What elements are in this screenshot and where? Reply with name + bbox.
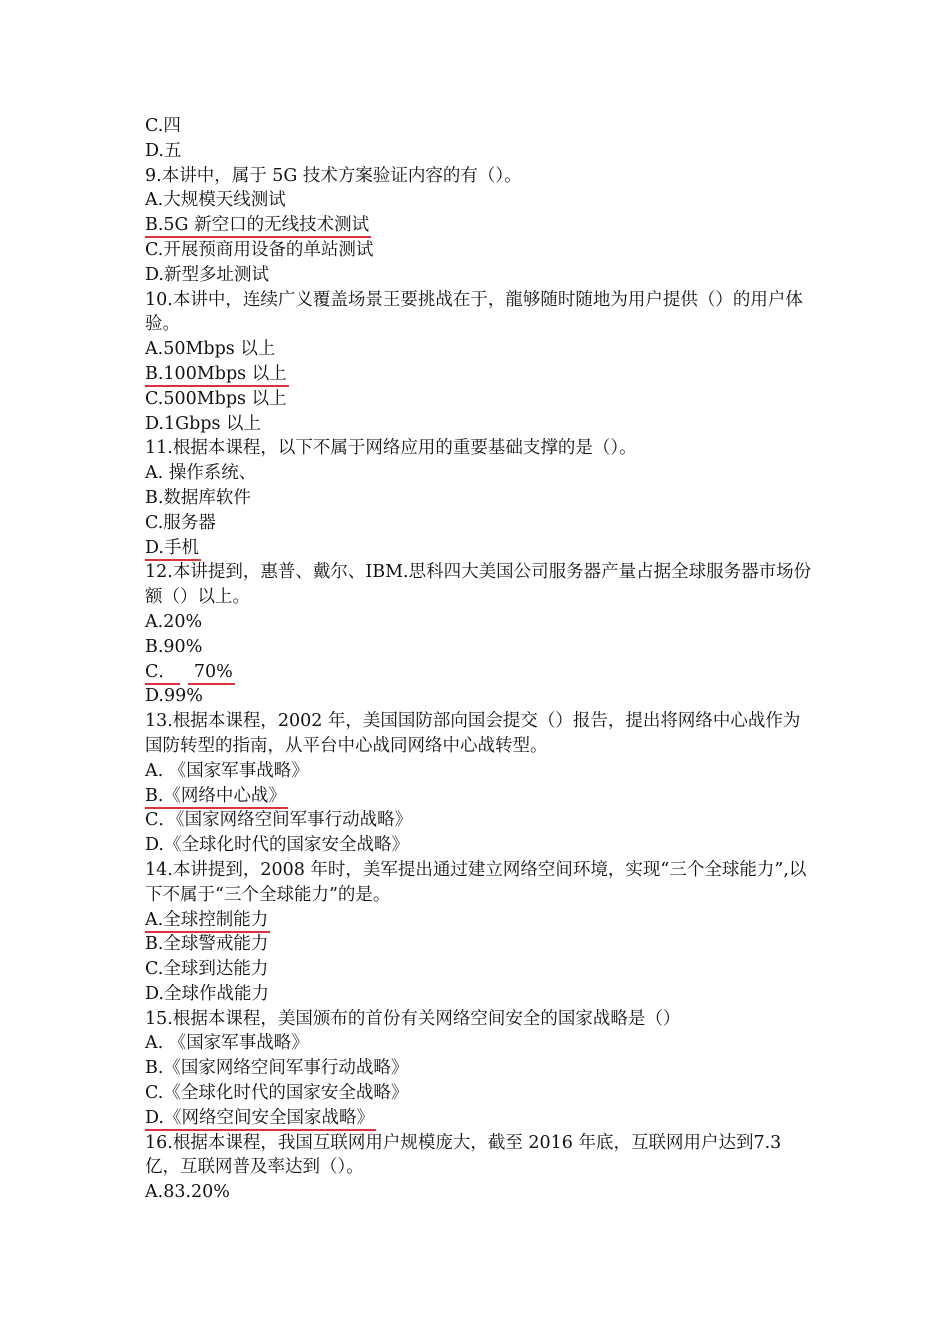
underlined-answer-label: C． xyxy=(145,661,180,685)
answer-option-line xyxy=(145,908,815,933)
option-line xyxy=(145,263,815,288)
option-line xyxy=(145,139,815,164)
question-line xyxy=(145,560,815,610)
underlined-answer: B.5G 新空口的无线技术测试 xyxy=(145,214,371,238)
question-text: 13.根据本课程，2002 年，美国国防部向国会提交（）报告，提出将网络中心战作为国防转型的指南，从平台中心战同网络中心战转型。 xyxy=(145,711,801,756)
option-text: A. 《国家军事战略》 xyxy=(145,760,309,781)
option-line xyxy=(145,1031,815,1056)
option-line xyxy=(145,759,815,784)
option-line xyxy=(145,635,815,660)
option-line xyxy=(145,1056,815,1081)
option-text: C.《全球化时代的国家安全战略》 xyxy=(145,1083,409,1104)
option-text: C.全球到达能力 xyxy=(145,959,269,980)
option-text: C.500Mbps 以上 xyxy=(145,388,287,409)
option-text: A.20% xyxy=(145,611,203,632)
option-line xyxy=(145,833,815,858)
question-text: 9.本讲中，属于 5G 技术方案验证内容的有（）。 xyxy=(145,165,522,186)
option-line xyxy=(145,387,815,412)
question-line xyxy=(145,1007,815,1032)
answer-option-line xyxy=(145,536,815,561)
option-line xyxy=(145,486,815,511)
option-text: A. 《国家军事战略》 xyxy=(145,1033,309,1054)
question-text: 16.根据本课程，我国互联网用户规模庞大，截至 2016 年底，互联网用户达到7.3 亿，互联网普及率达到（）。 xyxy=(145,1132,782,1178)
option-line xyxy=(145,808,815,833)
option-line xyxy=(145,684,815,709)
option-line xyxy=(145,610,815,635)
question-text: 15.根据本课程，美国颁布的首份有关网络空间安全的国家战略是（） xyxy=(145,1008,681,1029)
underlined-answer: B.100Mbps 以上 xyxy=(145,363,289,387)
question-line xyxy=(145,709,815,759)
option-line xyxy=(145,982,815,1007)
option-line xyxy=(145,511,815,536)
option-text: D.99% xyxy=(145,686,203,707)
option-line xyxy=(145,337,815,362)
question-text: 12.本讲提到，惠普、戴尔、IBM.思科四大美国公司服务器产量占据全球服务器市场份额（）以上。 xyxy=(145,562,812,608)
option-text: D.新型多址测试 xyxy=(145,264,269,285)
option-line xyxy=(145,461,815,486)
question-text: 11.根据本课程，以下不属于网络应用的重要基础支撑的是（）。 xyxy=(145,438,637,459)
option-text: D.1Gbps 以上 xyxy=(145,413,262,434)
underlined-answer: D.《网络空间安全国家战略》 xyxy=(145,1107,376,1131)
question-line xyxy=(145,164,815,189)
answer-option-line xyxy=(145,784,815,809)
question-text: 10.本讲中，连续广义覆盖场景王要挑战在于，龍够随时随地为用户提供（）的用户体验。 xyxy=(145,289,803,335)
option-text: B.90% xyxy=(145,636,203,657)
question-text: 14.本讲提到，2008 年时，美军提出通过建立网络空间环境，实现“三个全球能力”,以下不属于“三个全球能力”的是。 xyxy=(145,859,807,905)
option-text: B.《国家网络空间军事行动战略》 xyxy=(145,1058,409,1079)
option-line xyxy=(145,1081,815,1106)
option-line xyxy=(145,188,815,213)
option-line xyxy=(145,957,815,982)
option-text: D.全球作战能力 xyxy=(145,983,269,1004)
question-line xyxy=(145,436,815,461)
option-line xyxy=(145,412,815,437)
option-text: D.《全球化时代的国家安全战略》 xyxy=(145,835,409,856)
document-page xyxy=(145,114,815,1205)
underlined-answer-value: 70% xyxy=(188,661,235,685)
option-line xyxy=(145,114,815,139)
option-text: B.数据库软件 xyxy=(145,487,251,508)
underlined-answer: B.《网络中心战》 xyxy=(145,785,288,809)
question-line xyxy=(145,858,815,908)
answer-option-line xyxy=(145,660,815,685)
underlined-answer: D.手机 xyxy=(145,537,201,561)
option-text: A. 操作系统、 xyxy=(145,463,257,484)
option-text: C.开展预商用设备的单站测试 xyxy=(145,239,374,260)
underlined-answer: A.全球控制能力 xyxy=(145,909,270,933)
question-line xyxy=(145,288,815,338)
question-line xyxy=(145,1131,815,1181)
option-text: D.五 xyxy=(145,140,182,161)
option-line xyxy=(145,1180,815,1205)
option-text: C.四 xyxy=(145,116,181,136)
option-text: C.服务器 xyxy=(145,512,216,533)
option-text: A.83.20% xyxy=(145,1182,230,1203)
option-text: C．《国家网络空间军事行动战略》 xyxy=(145,810,413,831)
answer-option-line xyxy=(145,213,815,238)
option-text: A.大规模天线测试 xyxy=(145,190,286,211)
answer-option-line xyxy=(145,362,815,387)
option-line xyxy=(145,238,815,263)
option-text: B.全球警戒能力 xyxy=(145,934,269,955)
answer-option-line xyxy=(145,1106,815,1131)
option-line xyxy=(145,932,815,957)
option-text: A.50Mbps 以上 xyxy=(145,339,276,360)
